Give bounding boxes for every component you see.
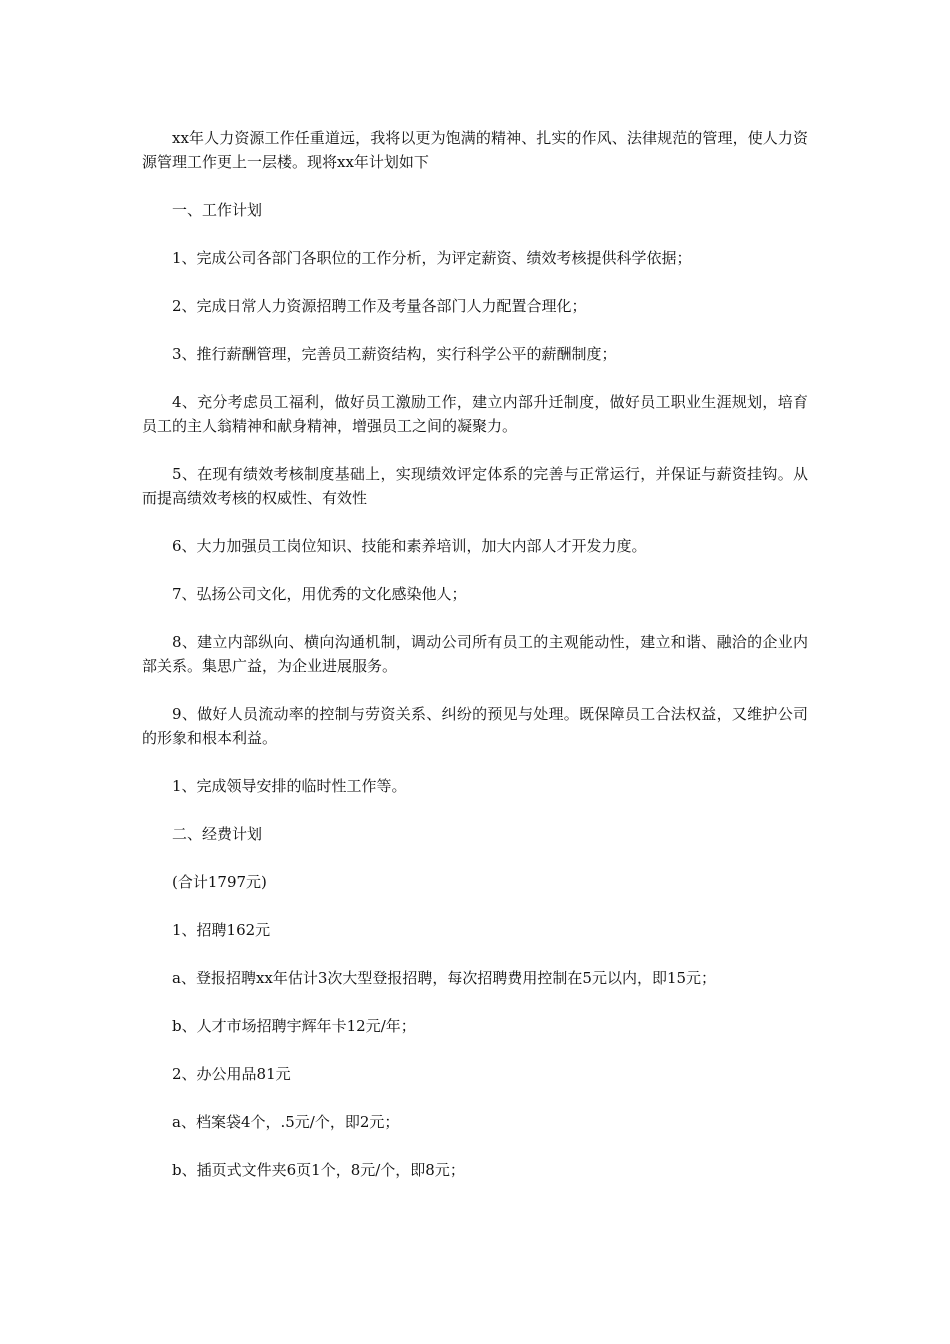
budget-subitem: a、档案袋4个，.5元/个，即2元； xyxy=(172,1113,400,1131)
work-plan-item: 7、弘扬公司文化，用优秀的文化感染他人； xyxy=(172,585,467,603)
budget-total: (合计1797元) xyxy=(172,873,267,891)
document-body xyxy=(142,126,808,1206)
work-plan-item: 2、完成日常人力资源招聘工作及考量各部门人力配置合理化； xyxy=(172,297,587,315)
work-plan-item: 3、推行薪酬管理，完善员工薪资结构，实行科学公平的薪酬制度； xyxy=(172,345,617,363)
work-plan-item: 9、做好人员流动率的控制与劳资关系、纠纷的预见与处理。既保障员工合法权益，又维护公司的形象和根本利益。 xyxy=(142,705,808,747)
work-plan-item: 1、完成公司各部门各职位的工作分析，为评定薪资、绩效考核提供科学依据； xyxy=(172,249,692,267)
budget-subitem: b、人才市场招聘宇辉年卡12元/年； xyxy=(172,1017,416,1035)
work-plan-item: 8、建立内部纵向、横向沟通机制，调动公司所有员工的主观能动性，建立和谐、融洽的企业内部关系。集思广益，为企业进展服务。 xyxy=(142,633,808,675)
section-heading-work-plan: 一、工作计划 xyxy=(172,201,263,219)
budget-item: 1、招聘162元 xyxy=(172,921,271,939)
work-plan-item: 4、充分考虑员工福利，做好员工激励工作，建立内部升迁制度，做好员工职业生涯规划，培育员工的主人翁精神和献身精神，增强员工之间的凝聚力。 xyxy=(142,393,808,435)
work-plan-item: 1、完成领导安排的临时性工作等。 xyxy=(172,777,407,795)
budget-subitem: a、登报招聘xx年估计3次大型登报招聘，每次招聘费用控制在5元以内，即15元； xyxy=(172,969,717,987)
work-plan-item: 5、在现有绩效考核制度基础上，实现绩效评定体系的完善与正常运行，并保证与薪资挂钩。从而提高绩效考核的权威性、有效性 xyxy=(142,465,808,507)
section-heading-budget-plan: 二、经费计划 xyxy=(172,825,263,843)
intro-paragraph: xx年人力资源工作任重道远，我将以更为饱满的精神、扎实的作风、法律规范的管理，使人力资源管理工作更上一层楼。现将xx年计划如下 xyxy=(142,129,808,171)
work-plan-item: 6、大力加强员工岗位知识、技能和素养培训，加大内部人才开发力度。 xyxy=(172,537,647,555)
budget-item: 2、办公用品81元 xyxy=(172,1065,291,1083)
budget-subitem: b、插页式文件夹6页1个，8元/个，即8元； xyxy=(172,1161,465,1179)
